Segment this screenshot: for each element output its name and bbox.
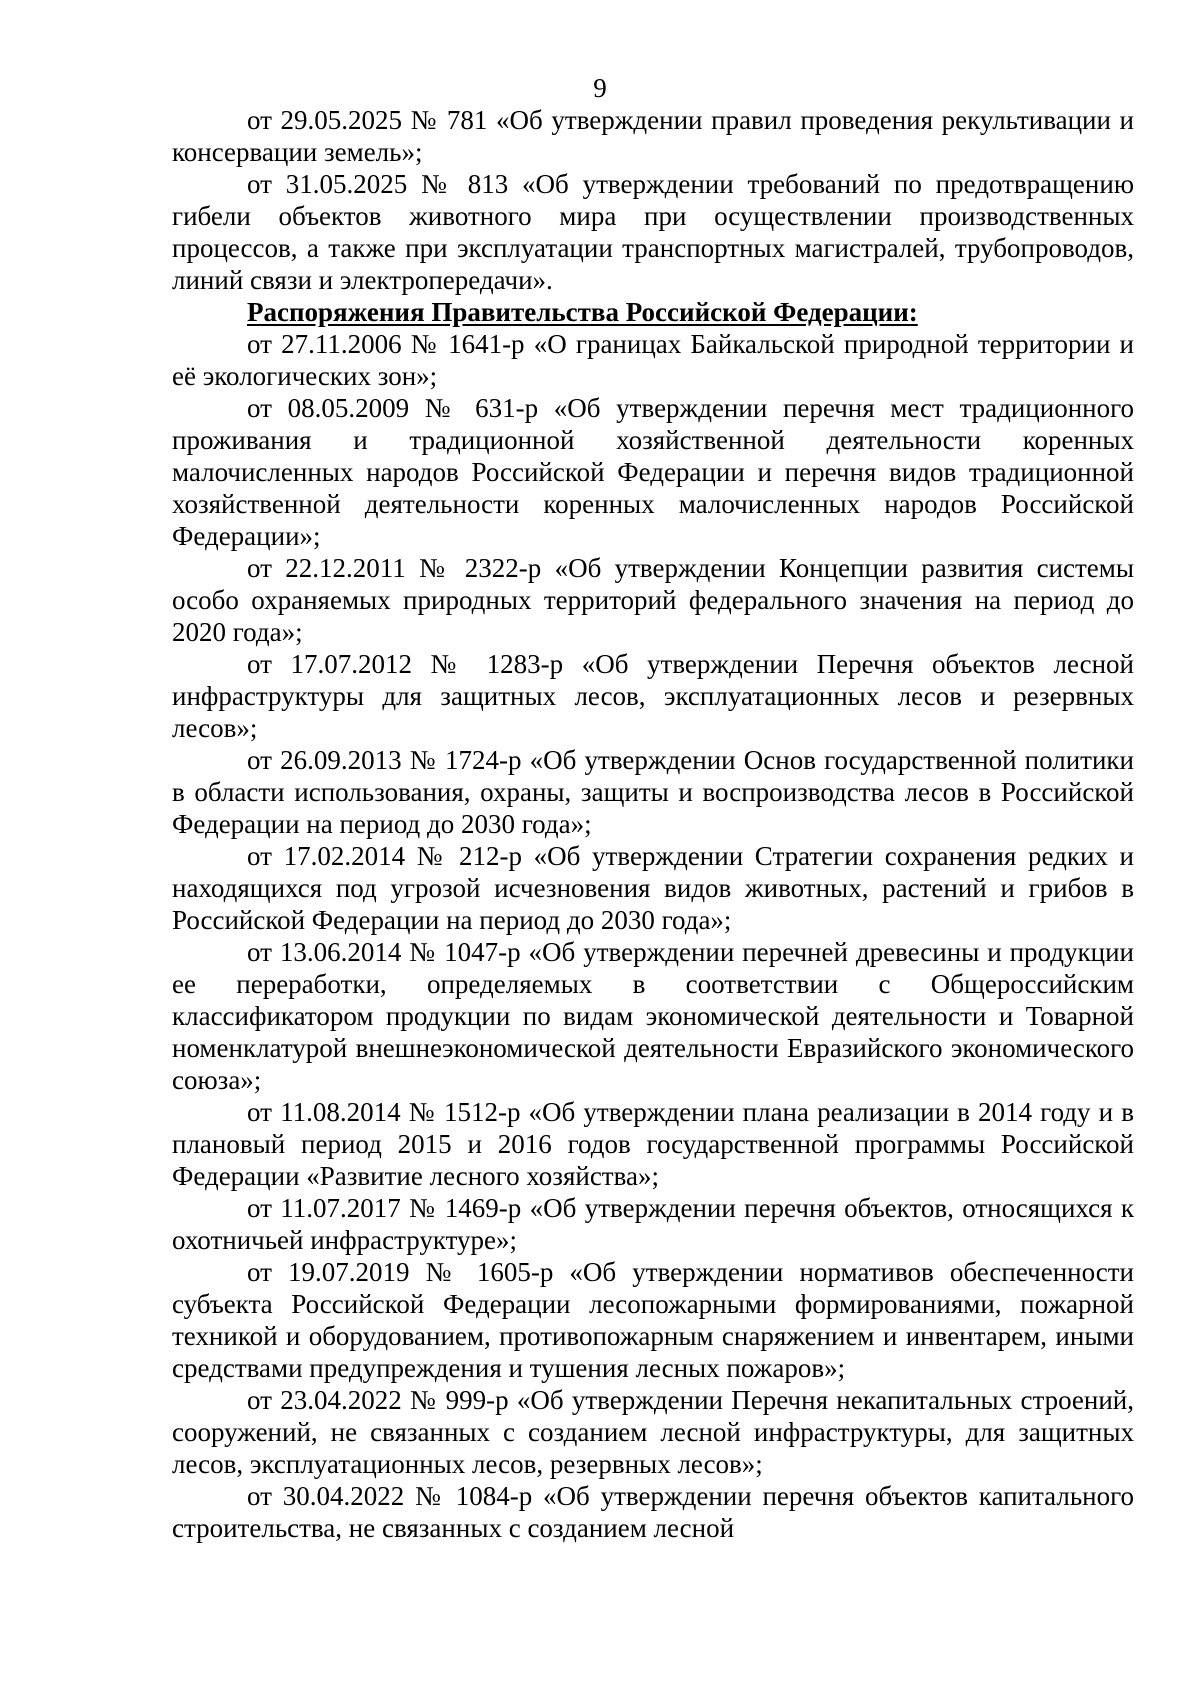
decree-paragraph: от 29.05.2025 № 781 «Об утверждении правил проведения рекультивации и консервации земель»; xyxy=(172,105,1134,167)
order-paragraph: от 22.12.2011 № 2322-р «Об утверждении Концепции развития системы особо охраняемых природных территорий федерального значения на период до 2020 года»; xyxy=(172,553,1134,647)
order-paragraph: от 08.05.2009 № 631-р «Об утверждении перечня мест традиционного проживания и традиционной хозяйственной деятельности коренных малочисленных народов Российской Федерации и перечня видов традиционной хозяйственной деятельности коренных малочисленных народов Российской Федерации»; xyxy=(172,393,1134,551)
order-paragraph: от 17.07.2012 № 1283-р «Об утверждении Перечня объектов лесной инфраструктуры для защитных лесов, эксплуатационных лесов и резервных лесов»; xyxy=(172,649,1134,743)
order-paragraph: от 13.06.2014 № 1047-р «Об утверждении перечней древесины и продукции ее переработки, определяемых в соответствии с Общероссийским классификатором продукции по видам экономической деятельности и Товарной номенклатурой внешнеэкономической деятельности Евразийского экономического союза»; xyxy=(172,937,1134,1095)
order-paragraph: от 27.11.2006 № 1641-р «О границах Байкальской природной территории и её экологических зон»; xyxy=(172,329,1134,391)
document-body xyxy=(172,104,1134,1544)
order-paragraph: от 17.02.2014 № 212-р «Об утверждении Стратегии сохранения редких и находящихся под угрозой исчезновения видов животных, растений и грибов в Российской Федерации на период до 2030 года»; xyxy=(172,841,1134,935)
decree-paragraph: от 31.05.2025 № 813 «Об утверждении требований по предотвращению гибели объектов животного мира при осуществлении производственных процессов, а также при эксплуатации транспортных магистралей, трубопроводов, линий связи и электропередачи». xyxy=(172,169,1134,295)
page-number: 9 xyxy=(593,73,607,103)
section-heading: Распоряжения Правительства Российской Федерации: xyxy=(247,297,918,327)
order-paragraph: от 11.08.2014 № 1512-р «Об утверждении плана реализации в 2014 году и в плановый период 2015 и 2016 годов государственной программы Российской Федерации «Развитие лесного хозяйства»; xyxy=(172,1097,1134,1191)
order-paragraph: от 11.07.2017 № 1469-р «Об утверждении перечня объектов, относящихся к охотничьей инфраструктуре»; xyxy=(172,1193,1134,1255)
order-paragraph: от 30.04.2022 № 1084-р «Об утверждении перечня объектов капитального строительства, не связанных с созданием лесной xyxy=(172,1481,1134,1543)
order-paragraph: от 23.04.2022 № 999-р «Об утверждении Перечня некапитальных строений, сооружений, не связанных с созданием лесной инфраструктуры, для защитных лесов, эксплуатационных лесов, резервных лесов»; xyxy=(172,1385,1134,1479)
order-paragraph: от 19.07.2019 № 1605-р «Об утверждении нормативов обеспеченности субъекта Российской Федерации лесопожарными формированиями, пожарной техникой и оборудованием, противопожарным снаряжением и инвентарем, иными средствами предупреждения и тушения лесных пожаров»; xyxy=(172,1257,1134,1383)
order-paragraph: от 26.09.2013 № 1724-р «Об утверждении Основ государственной политики в области использования, охраны, защиты и воспроизводства лесов в Российской Федерации на период до 2030 года»; xyxy=(172,745,1134,839)
